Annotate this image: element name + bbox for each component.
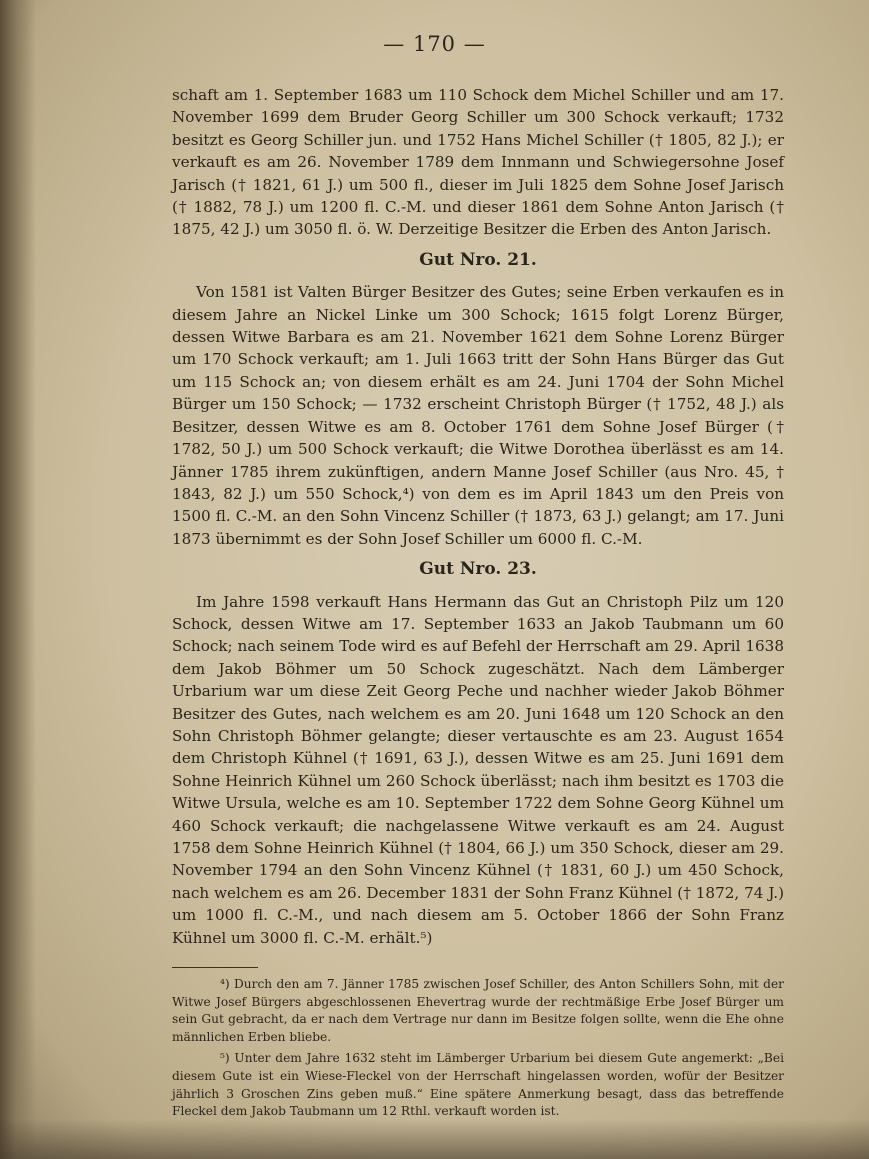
- opening-paragraph: schaft am 1. September 1683 um 110 Schock dem Michel Schiller und am 17. November 1699 dem Bruder Georg Schiller um 300 Schock verkauft; 1732 besitzt es Georg Schiller jun. und 1752 Hans Michel Schiller († 1805, 82 J.); er verkauft es am 26. November 1789 dem Innmann und Schwiegersohne Josef Jarisch († 1821, 61 J.) um 500 fl., dieser im Juli 1825 dem Sohne Josef Jarisch († 1882, 78 J.) um 1200 fl. C.-M. und dieser 1861 dem Sohne Anton Jarisch († 1875, 42 J.) um 3050 fl. ö. W. Derzeitige Besitzer die Erben des Anton Jarisch.: [172, 86, 784, 239]
- footnote-divider: [172, 967, 258, 968]
- section-heading-gut-21: Gut Nro. 21.: [419, 249, 537, 270]
- footnotes: [172, 976, 784, 1121]
- footnote-4: ⁴) Durch den am 7. Jänner 1785 zwischen Josef Schiller, des Anton Schillers Sohn, mit der Witwe Josef Bürgers abgeschlossenen Ehevertrag wurde der rechtmäßige Erbe Josef Bürger um sein Gut gebracht, da er nach dem Vertrage nur dann im Besitze folgen sollte, wenn die Ehe ohne männlichen Erben bliebe.: [172, 977, 784, 1044]
- footnote-5: ⁵) Unter dem Jahre 1632 steht im Lämberger Urbarium bei diesem Gute angemerkt: „Bei diesem Gute ist ein Wiese-Fleckel von der Herrschaft hingelassen worden, wofür der Besitzer jährlich 3 Groschen Zins geben muß.“ Eine spätere Anmerkung besagt, dass das betreffende Fleckel dem Jakob Taubmann um 12 Rthl. verkauft worden ist.: [172, 1051, 784, 1119]
- section-heading-gut-23: Gut Nro. 23.: [419, 559, 537, 580]
- page-number: — 170 —: [383, 32, 486, 56]
- section-text-gut-21: Von 1581 ist Valten Bürger Besitzer des Gutes; seine Erben verkaufen es in diesem Jahre an Nickel Linke um 300 Schock; 1615 folgt Lorenz Bürger, dessen Witwe Barbara es am 21. November 1621 dem Sohne Lorenz Bürger um 170 Schock verkauft; am 1. Juli 1663 tritt der Sohn Hans Bürger das Gut um 115 Schock an; von diesem erhält es am 24. Juni 1704 der Sohn Michel Bürger um 150 Schock; — 1732 erscheint Christoph Bürger († 1752, 48 J.) als Besitzer, dessen Witwe es am 8. October 1761 dem Sohne Josef Bürger († 1782, 50 J.) um 500 Schock verkauft; die Witwe Dorothea überlässt es am 14. Jänner 1785 ihrem zukünftigen, andern Manne Josef Schiller (aus Nro. 45, † 1843, 82 J.) um 550 Schock,⁴) von dem es im April 1843 um den Preis von 1500 fl. C.-M. an den Sohn Vincenz Schiller († 1873, 63 J.) gelangt; am 17. Juni 1873 übernimmt es der Sohn Josef Schiller um 6000 fl. C.-M.: [172, 283, 784, 548]
- page-bottom-shadow: [0, 1119, 869, 1159]
- page-body: [172, 84, 784, 1125]
- page-gutter-shadow: [0, 0, 36, 1159]
- section-text-gut-23: Im Jahre 1598 verkauft Hans Hermann das Gut an Christoph Pilz um 120 Schock, dessen Witwe am 17. September 1633 an Jakob Taubmann um 60 Schock; nach seinem Tode wird es auf Befehl der Herrschaft am 29. April 1638 dem Jakob Böhmer um 50 Schock zugeschätzt. Nach dem Lämberger Urbarium war um diese Zeit Georg Peche und nachher wieder Jakob Böhmer Besitzer des Gutes, nach welchem es am 20. Juni 1648 um 120 Schock an den Sohn Christoph Böhmer gelangte; dieser vertauschte es am 23. August 1654 dem Christoph Kühnel († 1691, 63 J.), dessen Witwe es am 25. Juni 1691 dem Sohne Heinrich Kühnel um 260 Schock überlässt; nach ihm besitzt es 1703 die Witwe Ursula, welche es am 10. September 1722 dem Sohne Georg Kühnel um 460 Schock verkauft; die nachgelassene Witwe verkauft es am 24. August 1758 dem Sohne Heinrich Kühnel († 1804, 66 J.) um 350 Schock, dieser am 29. November 1794 an den Sohn Vincenz Kühnel († 1831, 60 J.) um 450 Schock, nach welchem es am 26. December 1831 der Sohn Franz Kühnel († 1872, 74 J.) um 1000 fl. C.-M., und nach diesem am 5. October 1866 der Sohn Franz Kühnel um 3000 fl. C.-M. erhält.⁵): [172, 592, 784, 947]
